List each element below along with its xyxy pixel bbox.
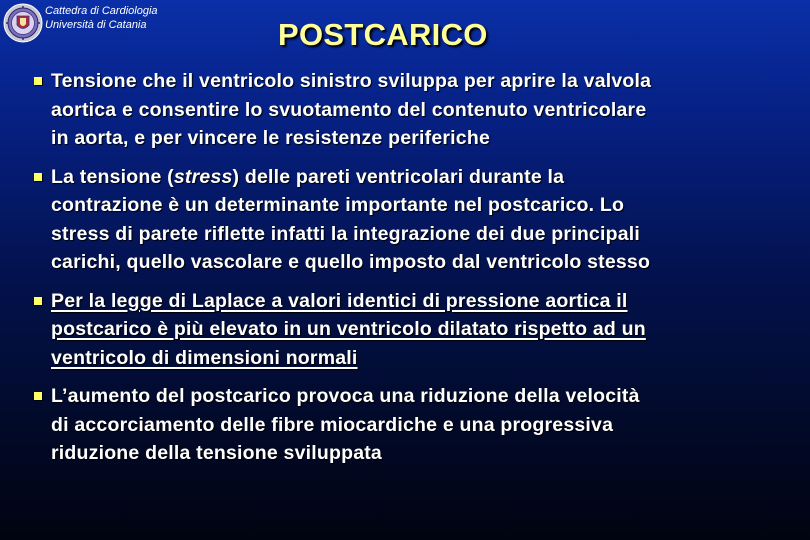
bullet-line [51, 344, 774, 373]
bullet-line: contrazione è un determinante importante nel postcarico. Lo [51, 194, 625, 216]
bullet-line: L’aumento del postcarico provoca una riduzione della velocità [51, 385, 640, 407]
bullet-item-wall-stress [34, 163, 774, 277]
bullet-item-laplace [34, 287, 774, 373]
institution-line-1: Cattedra di Cardiologia [45, 5, 158, 17]
bullet-item-consequences [34, 382, 774, 468]
bullet-line [51, 315, 774, 344]
institution-line-2: Università di Catania [45, 19, 147, 31]
bullet-line: Tensione che il ventricolo sinistro sviluppa per aprire la valvola [51, 70, 652, 92]
bullet-line: di accorciamento delle fibre miocardiche e una progressiva [51, 413, 614, 436]
bullet-line [51, 287, 774, 316]
bullet-text: La tensione ( [51, 165, 174, 188]
bullet-text: Per la legge di Laplace a valori identici di pressione aortica il [51, 289, 628, 312]
institution-name [45, 4, 158, 32]
bullet-line: in aorta, e per vincere le resistenze periferiche [51, 127, 490, 149]
bullet-list [34, 67, 774, 468]
bullet-line: carichi, quello vascolare e quello imposto dal ventricolo stesso [51, 251, 651, 273]
bullet-marker-icon [34, 392, 42, 400]
bullet-line [51, 163, 774, 192]
bullet-marker-icon [34, 77, 42, 85]
bullet-item-definition [34, 67, 774, 153]
bullet-line: riduzione della tensione sviluppata [51, 442, 382, 464]
bullet-marker-icon [34, 297, 42, 305]
bullet-marker-icon [34, 173, 42, 181]
slide-title: POSTCARICO [278, 17, 488, 52]
bullet-text: ventricolo di dimensioni normali [51, 346, 358, 369]
bullet-emphasis: stress [173, 165, 233, 188]
university-seal-icon [3, 3, 43, 43]
bullet-line: stress di parete riflette infatti la integrazione dei due principali [51, 222, 640, 245]
bullet-line: aortica e consentire lo svuotamento del contenuto ventricolare [51, 98, 647, 121]
bullet-text: postcarico è più elevato in un ventricolo dilatato rispetto ad un [51, 318, 646, 340]
bullet-text: ) delle pareti ventricolari durante la [232, 165, 565, 188]
